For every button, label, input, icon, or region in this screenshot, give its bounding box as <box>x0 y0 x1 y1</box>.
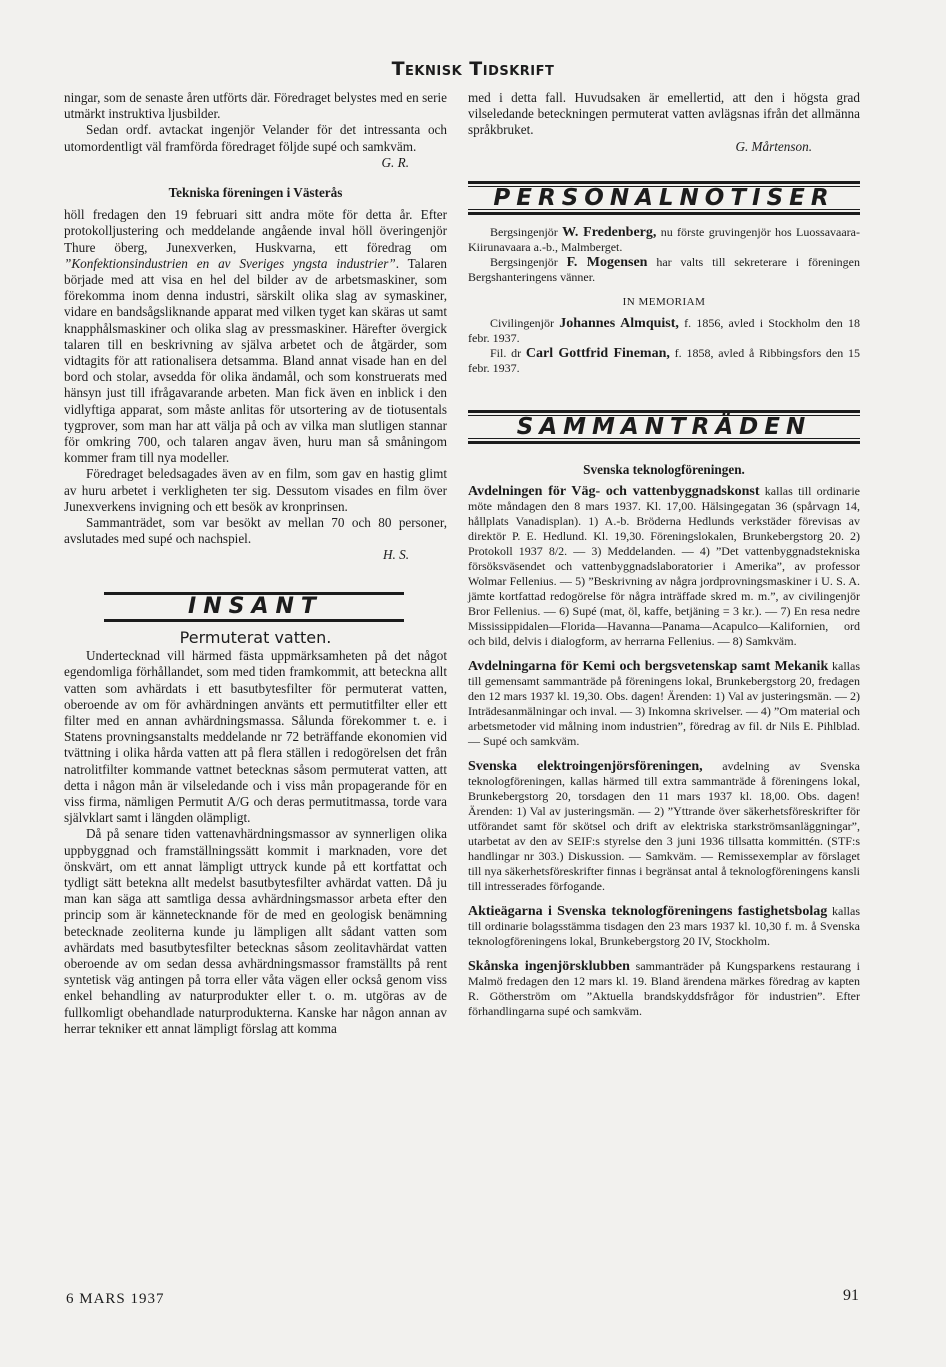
paragraph: ningar, som de senaste åren utförts där. Föredraget belystes med en serie utmärkt instruktiva ljusbilder. <box>64 90 447 122</box>
paragraph: Sammanträdet, som var besökt av mellan 70 och 80 personer, avslutades med supé och nachspiel. <box>64 515 447 547</box>
page-number: 91 <box>843 1287 859 1304</box>
banner-personalnotiser: PERSONALNOTISER <box>493 184 835 211</box>
paragraph: höll fredagen den 19 februari sitt andra möte för detta år. Efter protokolljustering och meddelande angående inval höll överingenjör Thure öberg, Junexverken, Huskvarna, ett föredrag om ”Konfektionsindustrien en av Sveriges yngsta industrier”. Talaren började med att visa en hel del bilder av de arbetsmaskiner, som förekomma inom denna industri, särskilt olika slag av symaskiner, vidare en bandsågsliknande apparat med vilken tyget kan skäras ut samt knapphålsmaskiner och olika slag av pressmaskiner. Härefter övergick talaren till en beskrivning av själva arbetet och de åtgärder, som vidtagits för att rationalisera detsamma. Bland annat visade han en del bord och stolar, avsedda för olika ändamål, och som konstruerats med hänsyn just till ifrågavarande arbeten. Man fick även en inblick i den vidlyftiga apparat, som måste anlitas för utsortering av de tiotusentals tygprover, som man har att välja på och av vilka man slutligen stannar för omkring 700, och talaren angav även, huru man så småningom kommer fram till nya modeller. <box>64 207 447 466</box>
signature: H. S. <box>382 547 409 563</box>
banner-insant: INSÄNT <box>188 593 323 619</box>
article-title: Permuterat vatten. <box>179 627 332 647</box>
insant-banner-block <box>64 592 447 622</box>
personalnotiser-banner-block <box>468 181 860 215</box>
memoriam-heading: IN MEMORIAM <box>622 296 706 309</box>
notice: Bergsingenjör F. Mogensen har valts till sekreterare i föreningen Bergshanteringens vänner. <box>468 255 860 285</box>
issue-date: 6 MARS 1937 <box>66 1291 165 1307</box>
right-column <box>468 90 860 1019</box>
personal-notices <box>468 225 860 376</box>
signature: G. R. <box>381 154 409 170</box>
person-name: W. Fredenberg, <box>562 225 657 241</box>
banner-rule <box>468 181 860 184</box>
meeting-entry: Avdelningen för Väg- och vattenbyggnadskonst kallas till ordinarie möte måndagen den 8 mars 1937. Kl. 17,00. Hälsingegatan 36 (spårvagn 14, hållplats Vanadisplan). 1) A.-b. Bröderna Hedlunds verkstäder förevisas av direktör P. E. Hedlund. Kl. 19,30. Föreningslokalen, Brunkebergstorg 20. 2) Protokoll 1937 8/2. — 3) Meddelanden. — 4) ”Det vattenbyggnadstekniska försöksväsendet och vattenbyggnadslaboratorier i Amerika”, av professor Wolmar Fellenius. — 5) ”Beskrivning av några jordprovningsmaskiner i U. S. A. jämte kortfattad redogörelse för några inträffade skred m. m.”, av civilingenjör Bror Fellenius. — 6) Supé (mat, öl, kaffe, betjäning = 3 kr.). — 7) En resa nedre Mississippidalen—Florida—Havanna—Panama—Acapulco—Kalifornien, ord och bild, delvis i dialogform, av herrarna Fellenius. — 8) Samkväm. <box>468 484 860 649</box>
person-name: F. Mogensen <box>566 255 648 271</box>
notice: Bergsingenjör W. Fredenberg, nu förste gruvingenjör hos Luossavaara-Kiirunavaara a.-b., Malmberget. <box>468 225 860 255</box>
section-heading: Tekniska föreningen i Västerås <box>168 185 343 201</box>
banner-sammantraden: SAMMANTRÄDEN <box>516 414 812 441</box>
meetings-list <box>468 484 860 1019</box>
paragraph: Då på senare tiden vattenavhärdningsmassor av synnerligen olika uppbyggnad och framställningssätt kommit i marknaden, vore det önskvärt, om ett annat lämpligt uttryck kunde på ett kortfattat och tydligt sätt betekna allt medelst basutbytesfilter avhärdat vatten. Då ju man kan säga att samtliga dessa avhärdningsmassor arbeta efter den princip som är kännetecknande för de med en geologisk benämning betecknade zeoliterna kunde ju lämpligen allt sådant vatten som avhärdats med basutbytesfilter betecknas såsom zeolitavhärdat vatten oberoende av om sedan dessa avhärdningsmassor framställts på rent syntetisk väg antingen på torra eller våta vägen eller också genom viss enkel behandling av naturprodukter eller t. o. m. utgöras av de fullkomligt obehandlade naturprodukterna. Kanske har någon annan av herrar tekniker ett annat lämpligt förslag att komma <box>64 826 447 1036</box>
sammantraden-banner-block <box>468 410 860 444</box>
paragraph: Sedan ordf. avtackat ingenjör Velander för det intressanta och utomordentligt väl framförda föredraget följde supé och samkväm. <box>64 122 447 154</box>
person-name: Johannes Almquist, <box>559 316 679 332</box>
meeting-entry: Svenska elektroingenjörsföreningen, avdelning av Svenska teknologföreningen, kallas härmed till extra sammanträde å föreningens lokal, Brunkebergstorg 20, torsdagen den 11 mars 1937 kl. 18,00. Obs. dagen! Ärenden: 1) Val av justeringsmän. — 2) ”Yttrande över säkerhetsföreskrifter för utförandet samt för skötsel och drift av elektriska starkströmsanläggningar”, utarbetat av den av SEIF:s styrelse den 3 juni 1936 tillsatta kommittén. (STF:s handlingar nr 303.) Diskussion. — Samkväm. — Remissexemplar av förslaget till nya säkerhetsföreskrifter finnas i begränsat antal å teknologföreningens kansli till intresserades förfogande. <box>468 759 860 894</box>
banner-rule <box>468 441 860 444</box>
left-column <box>64 90 447 1037</box>
person-name: Carl Gottfrid Fineman, <box>525 346 670 362</box>
paragraph: Föredraget beledsagades även av en film, som gav en hastig glimt av huru arbetet i verkligheten ter sig. Dessutom visades en film över Junexverkens invigning och ett besök av kronprinsen. <box>64 466 447 514</box>
paragraph: med i detta fall. Huvudsaken är emellertid, att den i högsta grad vilseledande beteckningen permuterat vatten avlägsnas ifrån det allmänna språkbruket. <box>468 90 860 138</box>
paragraph: Undertecknad vill härmed fästa uppmärksamheten på det något egendomliga förhållandet, som med tiden framkommit, att beteckna allt vatten som avhärdats i ett basutbytesfilter för permuterat vatten, oberoende av om för avhärdningen använts ett permutitfilter eller ett filter med en annan avhärdningsmassa. Sålunda förekommer t. e. i Statens provningsanstalts meddelande nr 72 beträffande ekonomien vid tvättning i olika hårda vatten att på flera ställen i redogörelsen det från natrolitfilter kommande vattnet betecknas såsom permuterat vatten, att detta i någon mån är vilseledande och i viss mån propagerande för en viss firma, nämligen Permutit A/G och deras permutitmassa, torde vara självklart samt i längden olämpligt. <box>64 648 447 826</box>
meeting-entry: Skånska ingenjörsklubben sammanträder på Kungsparkens restaurang i Malmö fredagen den 12 mars kl. 19. Bland ärendena märkes föredrag av kapten R. Götherström om ”Aktuella brandskyddsfrågor för industrien”. Efter förhandlingarna supé och samkväm. <box>468 959 860 1019</box>
banner-rule <box>468 410 860 413</box>
lecture-title: ”Konfektionsindustrien en av Sveriges yngsta industrier” <box>64 255 396 271</box>
banner-rule <box>468 212 860 215</box>
obituary: Civilingenjör Johannes Almquist, f. 1856, avled i Stockholm den 18 febr. 1937. <box>468 316 860 346</box>
journal-header: Teknisk Tidskrift <box>391 58 555 80</box>
section-heading: Svenska teknologföreningen. <box>583 462 745 478</box>
banner-rule <box>104 619 404 622</box>
obituary: Fil. dr Carl Gottfrid Fineman, f. 1858, avled å Ribbingsfors den 15 febr. 1937. <box>468 346 861 376</box>
meeting-entry: Avdelningarna för Kemi och bergsvetenskap samt Mekanik kallas till gemensamt sammanträde på föreningens lokal, Brunkebergstorg 20, fredagen den 12 mars 1937 kl. 19,30. Obs. dagen! Ärenden: 1) Val av justeringsmän. — 2) Inträdesanmälningar och inval. — 3) Inkomna skrivelser. — 4) ”Om material och arbetsmetoder vid målning inom industrien”, föredrag av fil. dr Nils E. Pihlblad. — Supé och samkväm. <box>468 659 860 749</box>
meeting-entry: Aktieägarna i Svenska teknologföreningens fastighetsbolag kallas till ordinarie bolagsstämma tisdagen den 23 mars 1937 kl. 10,30 f. m. å Svenska teknologföreningens lokal, Brunkebergstorg 20 IV, Stockholm. <box>468 904 860 949</box>
signature: G. Mårtenson. <box>735 138 812 154</box>
